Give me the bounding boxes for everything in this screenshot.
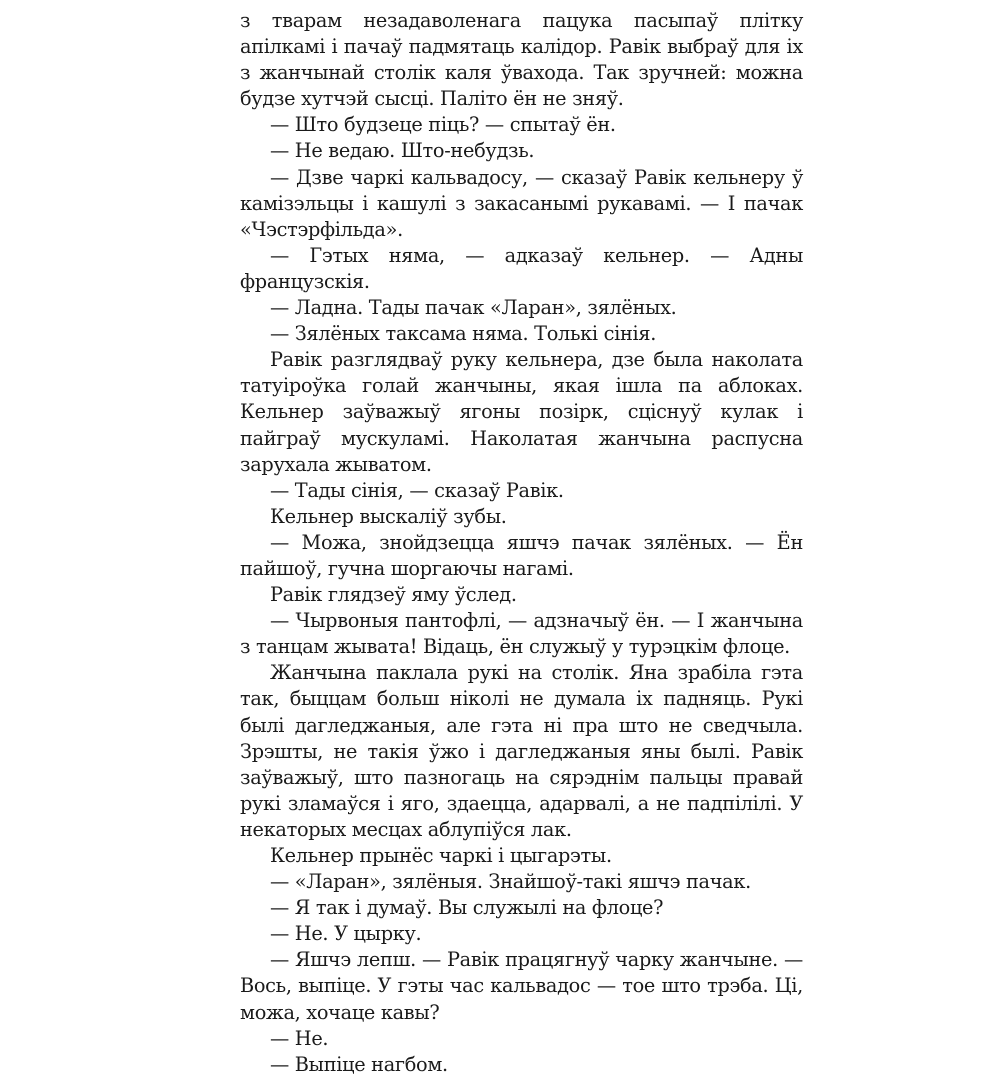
paragraph-4: — Дзве чаркі кальвадосу, — сказаў Равік кельнеру ў камізэльцы і кашулі з закасанымі рукавамі. — І пачак «Чэстэрфільда». (240, 165, 803, 241)
paragraph-20: — Не. (270, 1026, 329, 1050)
paragraph-9: — Тады сінія, — сказаў Равік. (270, 478, 564, 502)
paragraph-10: Кельнер выскаліў зубы. (270, 504, 507, 528)
paragraph-3: — Не ведаю. Што-небудзь. (270, 139, 535, 163)
paragraph-2: — Што будзеце піць? — спытаў ён. (270, 113, 616, 137)
paragraph-21: — Выпіце нагбом. (270, 1052, 448, 1076)
paragraph-8: Равік разглядваў руку кельнера, дзе была наколата татуіроўка голай жанчыны, якая ішла па аблоках. Кельнер заўважыў ягоны позірк, сціснуў кулак і пайграў мускуламі. Наколатая жанчына распусна зарухала жыватом. (240, 348, 803, 476)
paragraph-7: — Зялёных таксама няма. Толькі сінія. (270, 322, 657, 346)
paragraph-6: — Ладна. Тады пачак «Ларан», зялёных. (270, 296, 677, 320)
paragraph-19: — Яшчэ лепш. — Равік працягнуў чарку жанчыне. — Вось, выпіце. У гэты час кальвадос — тое што трэба. Ці, можа, хочаце кавы? (240, 948, 803, 1024)
paragraph-11: — Можа, знойдзецца яшчэ пачак зялёных. — Ён пайшоў, гучна шоргаючы нагамі. (240, 530, 803, 580)
paragraph-12: Равік глядзеў яму ўслед. (270, 583, 517, 607)
paragraph-17: — Я так і думаў. Вы служылі на флоце? (270, 896, 664, 920)
paragraph-16: — «Ларан», зялёныя. Знайшоў-такі яшчэ пачак. (270, 870, 751, 894)
paragraph-13: — Чырвоныя пантофлі, — адзначыў ён. — І жанчына з танцам жывата! Відаць, ён служыў у турэцкім флоце. (240, 609, 803, 659)
paragraph-1: з тварам незадаволенага пацука пасыпаў плітку апілкамі і пачаў падмятаць калідор. Равік выбраў для іх з жанчынай столік каля ўвахода. Так зручней: можна будзе хутчэй сысці. Паліто ён не зняў. (240, 9, 803, 111)
paragraph-5: — Гэтых няма, — адказаў кельнер. — Адны французскія. (240, 243, 803, 293)
paragraph-15: Кельнер прынёс чаркі і цыгарэты. (270, 844, 612, 867)
book-page (240, 0, 803, 1076)
paragraph-14: Жанчына паклала рукі на столік. Яна зрабіла гэта так, быццам больш ніколі не думала іх падняць. Рукі былі дагледжаныя, але гэта ні пра што не сведчыла. Зрэшты, не такія ўжо і дагледжаныя яны былі. Равік заўважыў, што пазногаць на сярэднім пальцы правай рукі зламаўся і яго, здаецца, адарвалі, а не падпілілі. У некаторых месцах аблупіўся лак. (240, 661, 803, 841)
paragraph-18: — Не. У цырку. (270, 922, 422, 946)
